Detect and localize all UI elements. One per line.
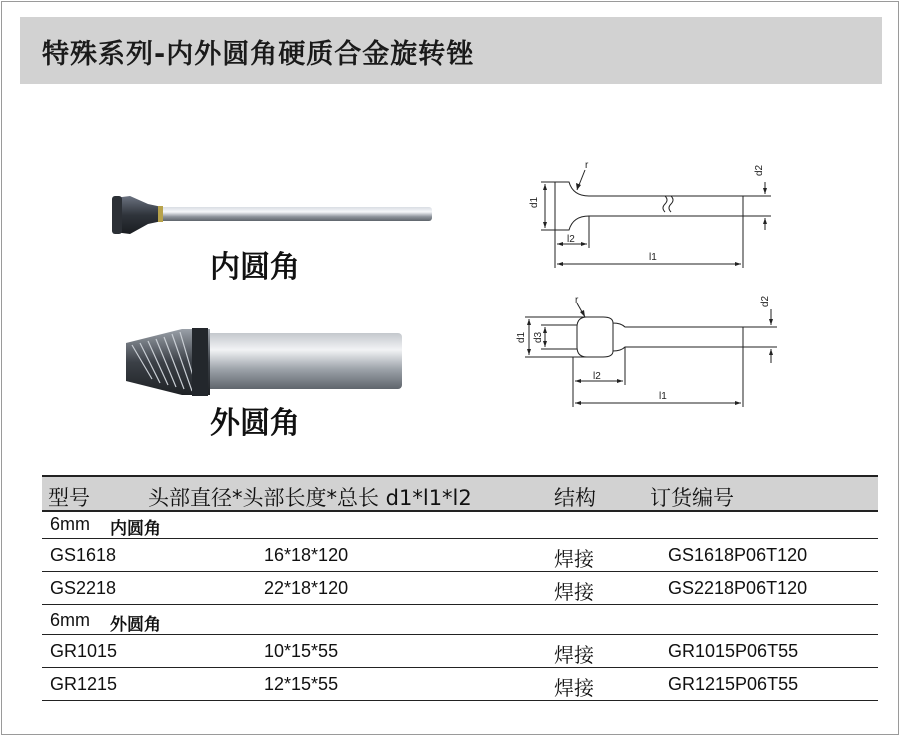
group-size: 6mm <box>50 514 90 534</box>
cell-order-number: GR1015P06T55 <box>668 641 799 661</box>
cell-order-number: GR1215P06T55 <box>668 674 799 694</box>
inner-l2-label: l2 <box>567 234 575 245</box>
table-row <box>42 669 878 701</box>
header-model: 型号 <box>48 486 90 510</box>
table-row <box>42 573 878 605</box>
outer-fillet-burr-image <box>122 323 407 403</box>
inner-fillet-burr-image <box>108 190 438 246</box>
cell-dimensions: 22*18*120 <box>264 578 349 598</box>
group-row-outer-fillet <box>42 606 878 635</box>
cell-model: GR1215 <box>50 674 118 694</box>
cell-structure: 焊接 <box>554 547 594 571</box>
table-row <box>42 636 878 668</box>
outer-d1-label: d1 <box>516 331 527 343</box>
table-row <box>42 540 878 572</box>
cell-dimensions: 16*18*120 <box>264 545 349 565</box>
cell-order-number: GS2218P06T120 <box>668 578 808 598</box>
inner-d1-label: d1 <box>529 196 540 208</box>
header-structure: 结构 <box>554 486 596 510</box>
inner-fillet-technical-drawing <box>515 150 785 275</box>
header-dimensions: 头部直径*头部长度*总长 d1*l1*l2 <box>148 486 472 510</box>
cell-dimensions: 10*15*55 <box>264 641 339 661</box>
inner-r-label: r <box>585 160 589 171</box>
outer-l1-label: l1 <box>659 391 667 402</box>
header-order-number: 订货编号 <box>650 486 734 510</box>
group-type: 外圆角 <box>110 615 161 635</box>
group-row-inner-fillet <box>42 510 878 539</box>
outer-fillet-caption: 外圆角 <box>210 406 300 441</box>
group-size: 6mm <box>50 610 90 630</box>
cell-structure: 焊接 <box>554 643 594 667</box>
inner-fillet-caption: 内圆角 <box>210 250 300 285</box>
inner-d2-label: d2 <box>754 164 765 176</box>
cell-structure: 焊接 <box>554 676 594 700</box>
table-header-row <box>42 475 878 512</box>
inner-l1-label: l1 <box>649 252 657 263</box>
cell-model: GS1618 <box>50 545 117 565</box>
outer-d2-label: d2 <box>760 295 771 307</box>
cell-model: GR1015 <box>50 641 118 661</box>
outer-l2-label: l2 <box>593 371 601 382</box>
group-type: 内圆角 <box>110 519 161 539</box>
cell-order-number: GS1618P06T120 <box>668 545 808 565</box>
outer-r-label: r <box>575 295 579 306</box>
page-title: 特殊系列-内外圆角硬质合金旋转锉 <box>42 39 475 70</box>
cell-structure: 焊接 <box>554 580 594 604</box>
cell-dimensions: 12*15*55 <box>264 674 339 694</box>
outer-fillet-technical-drawing <box>515 293 785 413</box>
outer-d3-label: d3 <box>533 331 544 343</box>
cell-model: GS2218 <box>50 578 117 598</box>
